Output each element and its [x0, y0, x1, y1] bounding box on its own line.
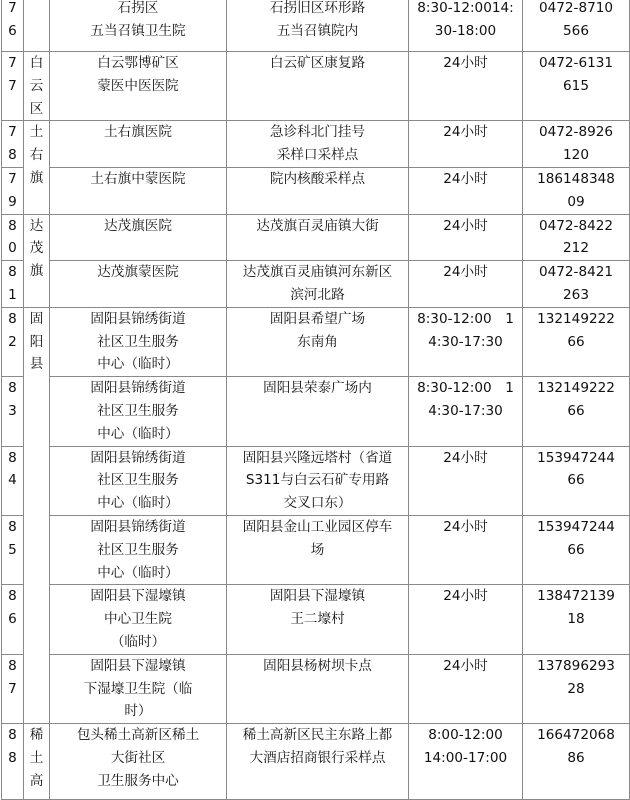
- testing-sites-table: [1, 0, 630, 800]
- site-name: 固阳县锦绣街道 社区卫生服务 中心（临时）: [50, 515, 227, 584]
- phone-number: 153947244 66: [523, 515, 630, 584]
- opening-hours: 24小时: [409, 654, 523, 723]
- phone-number: 0472-8710 566: [523, 0, 630, 52]
- opening-hours: 24小时: [409, 52, 523, 121]
- opening-hours: 8:30-12:00 1 4:30-17:30: [409, 377, 523, 446]
- table-row: [2, 52, 630, 121]
- site-address: 院内核酸采样点: [227, 167, 409, 214]
- phone-number: 138472139 18: [523, 585, 630, 654]
- row-number: 8 0: [2, 214, 24, 261]
- phone-number: 0472-8421 263: [523, 261, 630, 308]
- district-cell: 固 阳 县: [24, 307, 50, 723]
- opening-hours: 24小时: [409, 446, 523, 515]
- site-address: 白云矿区康复路: [227, 52, 409, 121]
- site-address: 固阳县希望广场 东南角: [227, 307, 409, 376]
- site-name: 达茂旗蒙医院: [50, 261, 227, 308]
- table-row: [2, 377, 630, 446]
- phone-number: 0472-8422 212: [523, 214, 630, 261]
- district-cell: 达 茂 旗: [24, 214, 50, 307]
- row-number: 7 6: [2, 0, 24, 52]
- district-cell: 稀 土 高: [24, 724, 50, 800]
- site-address: 固阳县杨树坝卡点: [227, 654, 409, 723]
- opening-hours: 24小时: [409, 121, 523, 168]
- opening-hours: 24小时: [409, 167, 523, 214]
- site-name: 白云鄂博矿区 蒙医中医医院: [50, 52, 227, 121]
- table-row: [2, 654, 630, 723]
- opening-hours: 8:00-12:00 14:00-17:00: [409, 724, 523, 800]
- table-row: [2, 724, 630, 800]
- table-row: [2, 307, 630, 376]
- site-name: 达茂旗医院: [50, 214, 227, 261]
- row-number: 8 3: [2, 377, 24, 446]
- site-address: 固阳县下湿壕镇 王二壕村: [227, 585, 409, 654]
- site-name: 石拐区 五当召镇卫生院: [50, 0, 227, 52]
- table-row: [2, 585, 630, 654]
- site-address: 急诊科北门挂号 采样口采样点: [227, 121, 409, 168]
- row-number: 7 9: [2, 167, 24, 214]
- row-number: 7 8: [2, 121, 24, 168]
- district-cell: 白 云 区: [24, 52, 50, 121]
- site-name: 固阳县锦绣街道 社区卫生服务 中心（临时）: [50, 377, 227, 446]
- phone-number: 137896293 28: [523, 654, 630, 723]
- opening-hours: 8:30-12:00 1 4:30-17:30: [409, 307, 523, 376]
- phone-number: 132149222 66: [523, 307, 630, 376]
- row-number: 8 8: [2, 724, 24, 800]
- site-name: 土右旗中蒙医院: [50, 167, 227, 214]
- row-number: 8 7: [2, 654, 24, 723]
- district-cell: [24, 0, 50, 52]
- phone-number: 153947244 66: [523, 446, 630, 515]
- site-address: 达茂旗百灵庙镇河东新区 滨河北路: [227, 261, 409, 308]
- site-address: 石拐旧区环形路 五当召镇院内: [227, 0, 409, 52]
- site-name: 土右旗医院: [50, 121, 227, 168]
- phone-number: 0472-6131 615: [523, 52, 630, 121]
- table-row: [2, 167, 630, 214]
- table-row: [2, 446, 630, 515]
- site-name: 包头稀土高新区稀土 大街社区 卫生服务中心: [50, 724, 227, 800]
- table-row: [2, 515, 630, 584]
- phone-number: 132149222 66: [523, 377, 630, 446]
- phone-number: 186148348 09: [523, 167, 630, 214]
- row-number: 8 2: [2, 307, 24, 376]
- district-cell: 土 右 旗: [24, 121, 50, 214]
- phone-number: 0472-8926 120: [523, 121, 630, 168]
- table-row: [2, 121, 630, 168]
- site-name: 固阳县下湿壕镇 中心卫生院 （临时）: [50, 585, 227, 654]
- row-number: 8 5: [2, 515, 24, 584]
- opening-hours: 24小时: [409, 261, 523, 308]
- row-number: 7 7: [2, 52, 24, 121]
- row-number: 8 6: [2, 585, 24, 654]
- site-name: 固阳县下湿壕镇 下湿壕卫生院（临 时）: [50, 654, 227, 723]
- opening-hours: 8:30-12:0014: 30-18:00: [409, 0, 523, 52]
- site-address: 固阳县金山工业园区停车 场: [227, 515, 409, 584]
- phone-number: 166472068 86: [523, 724, 630, 800]
- table-row: [2, 0, 630, 52]
- site-name: 固阳县锦绣街道 社区卫生服务 中心（临时）: [50, 446, 227, 515]
- row-number: 8 4: [2, 446, 24, 515]
- row-number: 8 1: [2, 261, 24, 308]
- table-row: [2, 261, 630, 308]
- site-address: 稀土高新区民主东路上都 大酒店招商银行采样点: [227, 724, 409, 800]
- site-address: 达茂旗百灵庙镇大街: [227, 214, 409, 261]
- site-address: 固阳县荣泰广场内: [227, 377, 409, 446]
- opening-hours: 24小时: [409, 214, 523, 261]
- opening-hours: 24小时: [409, 515, 523, 584]
- table-row: [2, 214, 630, 261]
- site-name: 固阳县锦绣街道 社区卫生服务 中心（临时）: [50, 307, 227, 376]
- opening-hours: 24小时: [409, 585, 523, 654]
- site-address: 固阳县兴隆远塔村（省道 S311与白云石矿专用路 交叉口东）: [227, 446, 409, 515]
